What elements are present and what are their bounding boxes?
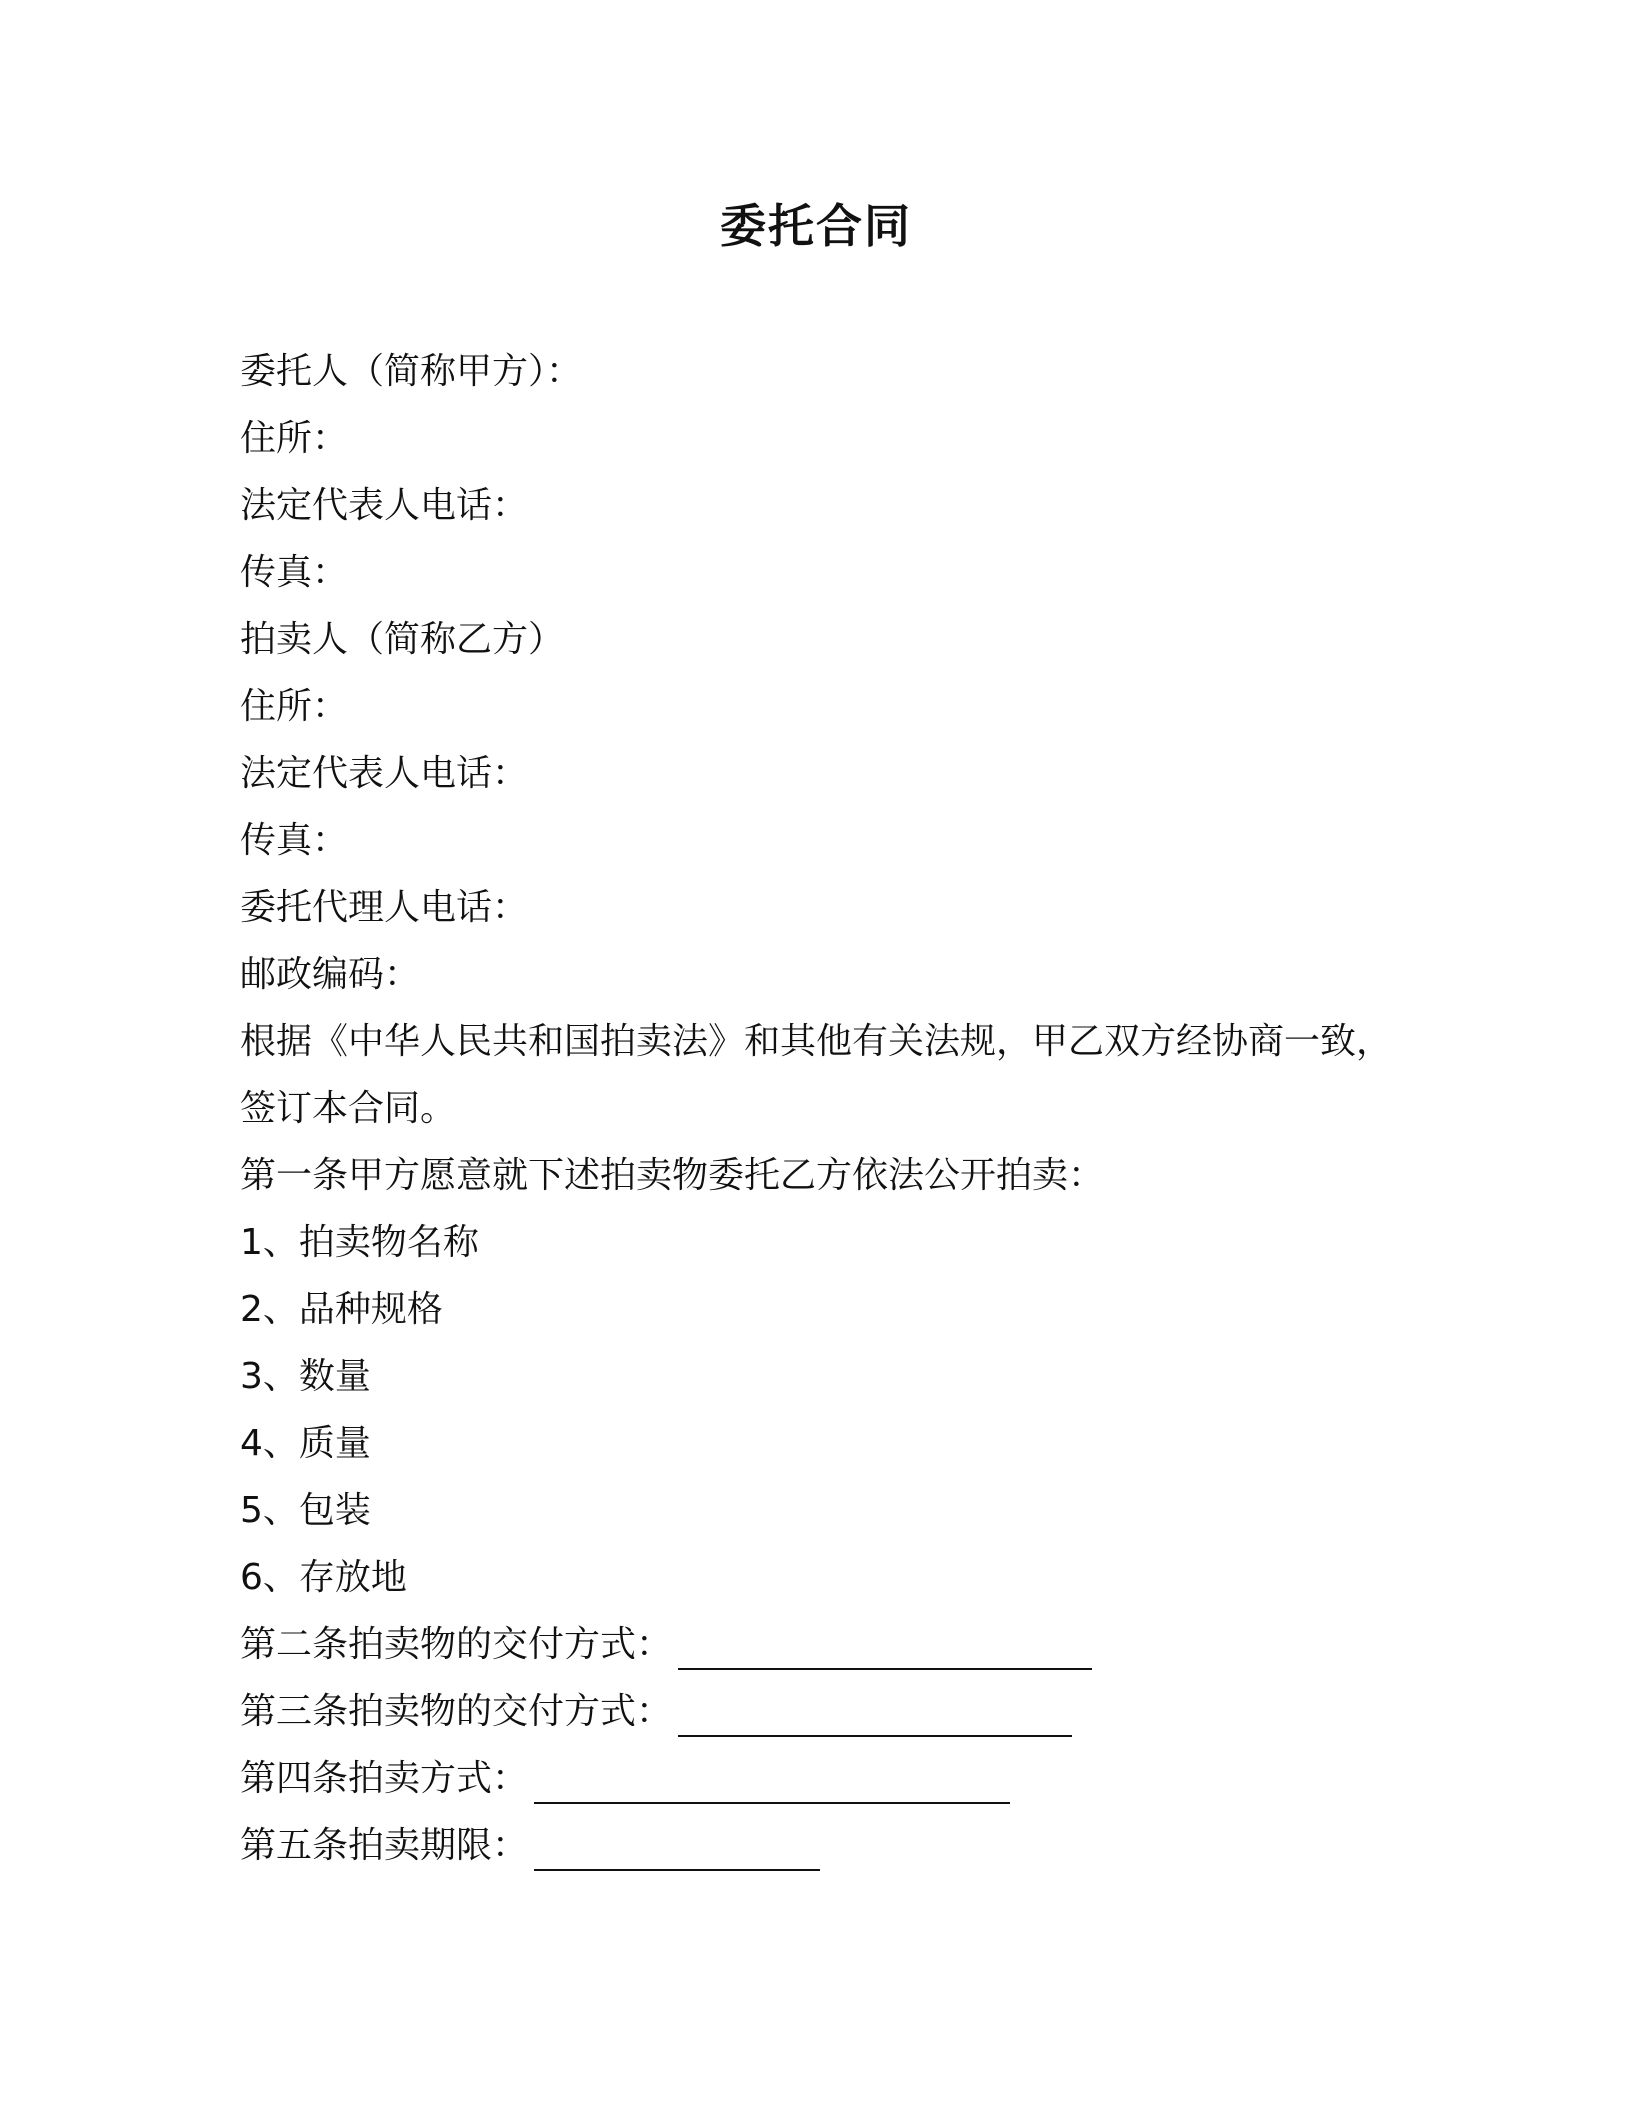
- postal-code-line: 邮政编码：: [240, 954, 421, 995]
- list-item-5: 5、包装: [240, 1490, 371, 1531]
- party-b-rep-phone-line: 法定代表人电话：: [240, 753, 529, 794]
- party-b-fax-line: 传真：: [240, 820, 349, 861]
- list-item-1: 1、拍卖物名称: [240, 1222, 479, 1263]
- list-item-3: 3、数量: [240, 1356, 371, 1397]
- agent-phone-line: 委托代理人电话：: [240, 887, 529, 928]
- article-5-label: 第五条拍卖期限：: [240, 1825, 529, 1866]
- list-item-2: 2、品种规格: [240, 1289, 443, 1330]
- article-5-line: [240, 1812, 1400, 1879]
- article-2-blank[interactable]: [678, 1624, 1092, 1670]
- party-a-name-line: 委托人（简称甲方）：: [240, 351, 583, 392]
- article-3-line: [240, 1678, 1400, 1745]
- list-item-4: 4、质量: [240, 1423, 371, 1464]
- preamble-line-2: 签订本合同。: [240, 1088, 457, 1129]
- article-3-label: 第三条拍卖物的交付方式：: [240, 1691, 673, 1732]
- contract-body: [240, 338, 1400, 1879]
- article-4-blank[interactable]: [534, 1758, 1010, 1804]
- party-a-address-line: 住所：: [240, 418, 349, 459]
- article-5-blank[interactable]: [534, 1825, 820, 1871]
- article-1: 第一条甲方愿意就下述拍卖物委托乙方依法公开拍卖：: [240, 1155, 1105, 1196]
- document-title: 委托合同: [720, 199, 912, 253]
- party-b-address-line: 住所：: [240, 686, 349, 727]
- article-4-line: [240, 1745, 1400, 1812]
- article-2-label: 第二条拍卖物的交付方式：: [240, 1624, 673, 1665]
- article-2-line: [240, 1611, 1400, 1678]
- preamble-line-1: 根据《中华人民共和国拍卖法》和其他有关法规，甲乙双方经协商一致，: [240, 1021, 1393, 1062]
- article-3-blank[interactable]: [678, 1691, 1072, 1737]
- party-a-rep-phone-line: 法定代表人电话：: [240, 485, 529, 526]
- party-a-fax-line: 传真：: [240, 552, 349, 593]
- article-4-label: 第四条拍卖方式：: [240, 1758, 529, 1799]
- list-item-6: 6、存放地: [240, 1557, 407, 1598]
- party-b-name-line: 拍卖人（简称乙方）: [240, 619, 565, 660]
